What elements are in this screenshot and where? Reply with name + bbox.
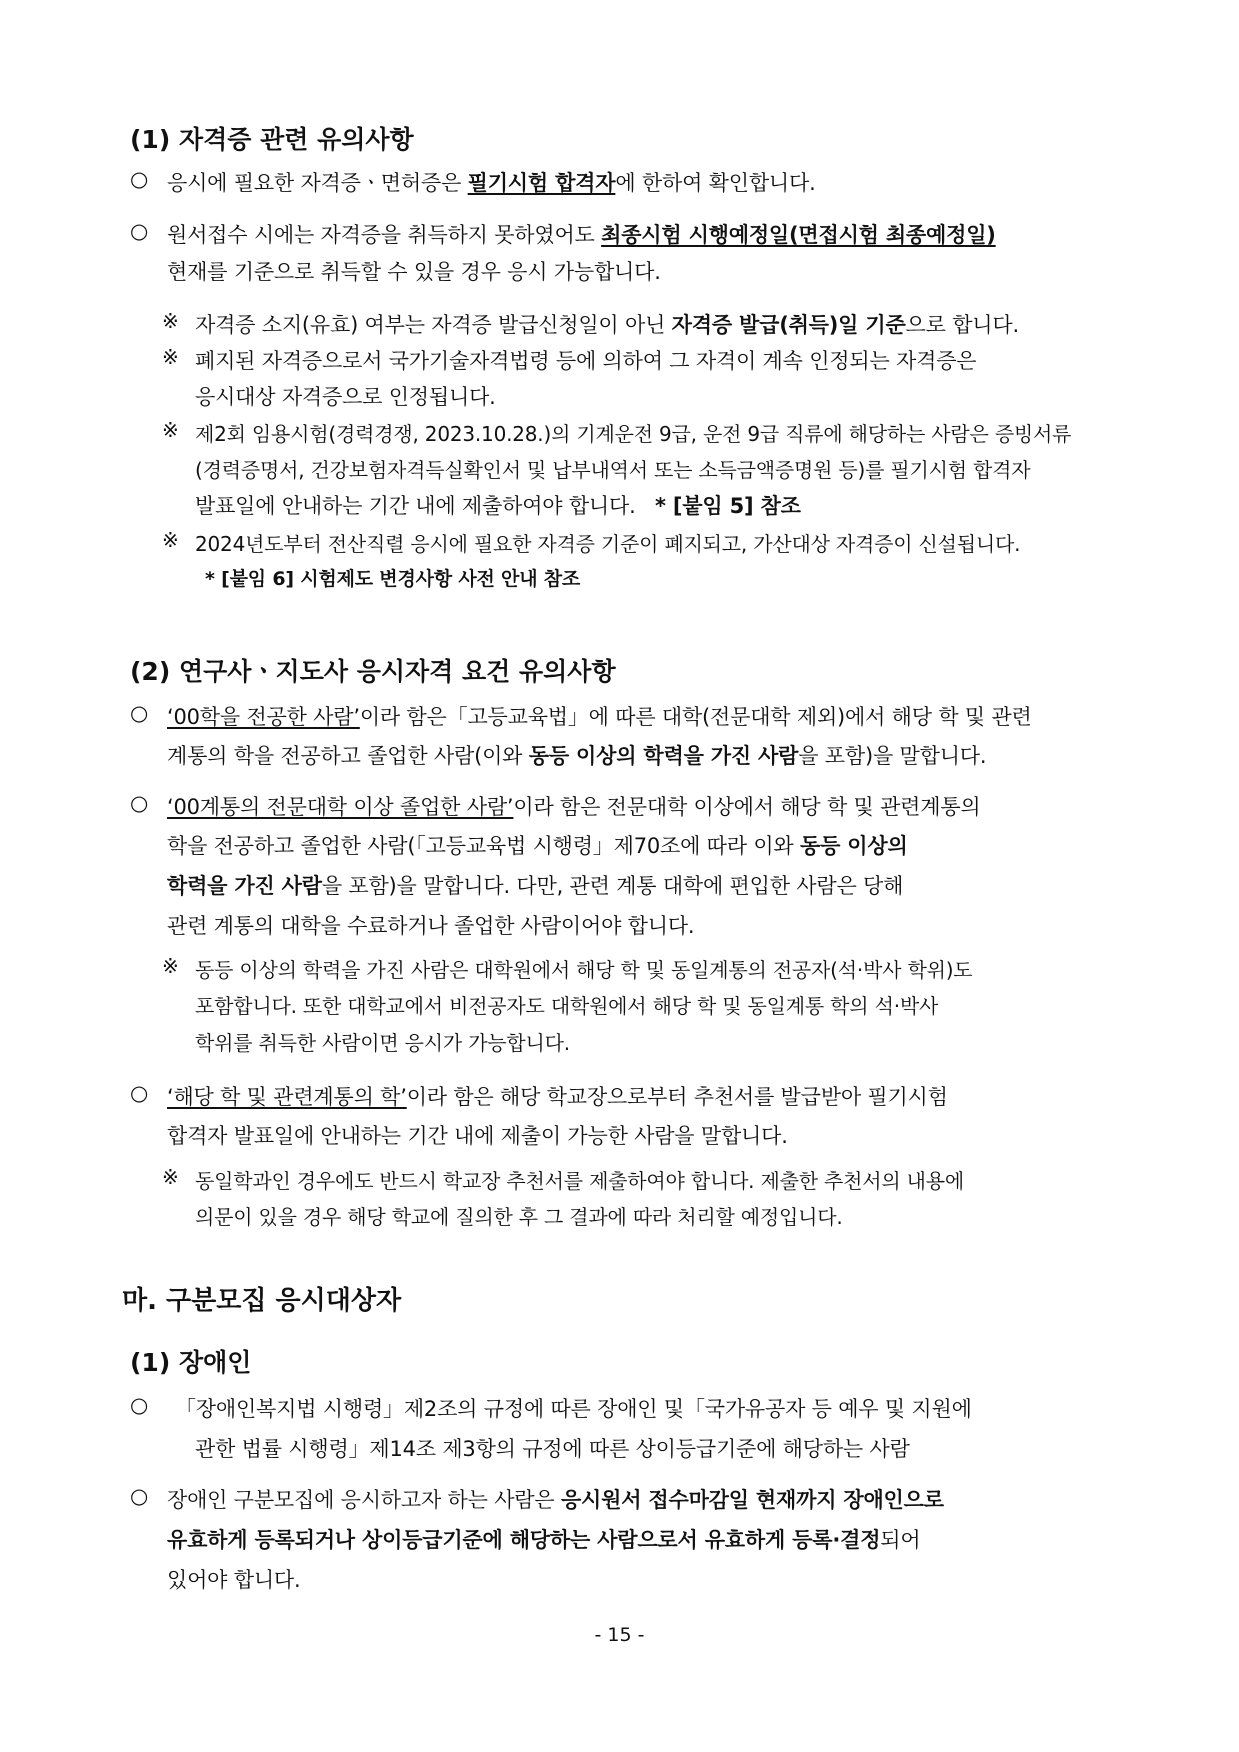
bullet-text-cont: 학력을 가진 사람을 포함)을 말합니다. 다만, 관련 계통 대학에 편입한 사람은 당해 bbox=[167, 874, 904, 898]
page-number: - 15 - bbox=[594, 1624, 645, 1646]
bullet-circle: ○ bbox=[130, 1081, 149, 1105]
bullet-circle: ○ bbox=[130, 791, 149, 815]
note-text-cont: 학위를 취득한 사람이면 응시가 가능합니다. bbox=[195, 1031, 570, 1055]
bullet-text: ‘00학을 전공한 사람’이라 함은「고등교육법」에 따른 대학(전문대학 제외)에서 해당 학 및 관련 bbox=[167, 705, 1032, 729]
bullet-circle: ○ bbox=[130, 1484, 149, 1508]
bullet-text: 「장애인복지법 시행령」제2조의 규정에 따른 장애인 및「국가유공자 등 예우 및 지원에 bbox=[175, 1397, 972, 1421]
bullet-text-cont: 관련 계통의 대학을 수료하거나 졸업한 사람이어야 합니다. bbox=[167, 914, 695, 938]
bullet-circle: ○ bbox=[130, 1393, 149, 1417]
note-text: 2024년도부터 전산직렬 응시에 필요한 자격증 기준이 폐지되고, 가산대상 자격증이 신설됩니다. bbox=[195, 532, 1021, 556]
note-mark: ※ bbox=[162, 1165, 179, 1189]
note-reference: * [붙임 6] 시험제도 변경사항 사전 안내 참조 bbox=[205, 568, 581, 590]
note-text-cont: (경력증명서, 건강보험자격득실확인서 및 납부내역서 또는 소득금액증명원 등)를 필기시험 합격자 bbox=[195, 458, 1031, 482]
section-heading-1: (1) 자격증 관련 유의사항 bbox=[130, 125, 414, 154]
bullet-circle: ○ bbox=[130, 701, 149, 725]
note-text: 제2회 임용시험(경력경쟁, 2023.10.28.)의 기계운전 9급, 운전 9급 직류에 해당하는 사람은 증빙서류 bbox=[195, 422, 1072, 446]
note-text: 동등 이상의 학력을 가진 사람은 대학원에서 해당 학 및 동일계통의 전공자(석·박사 학위)도 bbox=[195, 958, 973, 982]
note-text: 자격증 소지(유효) 여부는 자격증 발급신청일이 아닌 자격증 발급(취득)일 기준으로 합니다. bbox=[195, 313, 1019, 337]
bullet-text: 장애인 구분모집에 응시하고자 하는 사람은 응시원서 접수마감일 현재까지 장애인으로 bbox=[167, 1488, 944, 1512]
bullet-text: ‘해당 학 및 관련계통의 학’이라 함은 해당 학교장으로부터 추천서를 발급받아 필기시험 bbox=[167, 1085, 948, 1109]
bullet-text: 응시에 필요한 자격증ㆍ면허증은 필기시험 합격자에 한하여 확인합니다. bbox=[167, 171, 816, 195]
bullet-text: 원서접수 시에는 자격증을 취득하지 못하였어도 최종시험 시행예정일(면접시험 최종예정일) bbox=[167, 223, 996, 247]
bullet-circle: ○ bbox=[130, 219, 149, 243]
bullet-text-cont: 있어야 합니다. bbox=[167, 1568, 301, 1592]
note-text-cont: 응시대상 자격증으로 인정됩니다. bbox=[195, 385, 496, 409]
note-mark: ※ bbox=[162, 954, 179, 978]
section-heading-2: (2) 연구사ㆍ지도사 응시자격 요건 유의사항 bbox=[130, 657, 616, 686]
subsection-heading-disabled: (1) 장애인 bbox=[130, 1348, 252, 1377]
bullet-text-cont: 학을 전공하고 졸업한 사람(「고등교육법 시행령」제70조에 따라 이와 동등 이상의 bbox=[167, 834, 908, 858]
note-mark: ※ bbox=[162, 309, 179, 333]
note-mark: ※ bbox=[162, 528, 179, 552]
note-text-cont: 의문이 있을 경우 해당 학교에 질의한 후 그 결과에 따라 처리할 예정입니다. bbox=[195, 1205, 843, 1229]
bullet-text-cont: 현재를 기준으로 취득할 수 있을 경우 응시 가능합니다. bbox=[167, 260, 661, 284]
section-heading-ma: 마. 구분모집 응시대상자 bbox=[122, 1286, 402, 1316]
note-mark: ※ bbox=[162, 345, 179, 369]
bullet-text-cont: 유효하게 등록되거나 상이등급기준에 해당하는 사람으로서 유효하게 등록·결정되어 bbox=[167, 1528, 921, 1552]
bullet-text-cont: 관한 법률 시행령」제14조 제3항의 규정에 따른 상이등급기준에 해당하는 사람 bbox=[195, 1437, 910, 1461]
note-text-cont: 발표일에 안내하는 기간 내에 제출하여야 합니다. * [붙임 5] 참조 bbox=[195, 494, 801, 518]
bullet-circle: ○ bbox=[130, 167, 149, 191]
note-text: 폐지된 자격증으로서 국가기술자격법령 등에 의하여 그 자격이 계속 인정되는 자격증은 bbox=[195, 349, 977, 373]
note-mark: ※ bbox=[162, 418, 179, 442]
bullet-text-cont: 합격자 발표일에 안내하는 기간 내에 제출이 가능한 사람을 말합니다. bbox=[167, 1124, 788, 1148]
note-text-cont: 포함합니다. 또한 대학교에서 비전공자도 대학원에서 해당 학 및 동일계통 학의 석·박사 bbox=[195, 994, 939, 1018]
bullet-text: ‘00계통의 전문대학 이상 졸업한 사람’이라 함은 전문대학 이상에서 해당 학 및 관련계통의 bbox=[167, 795, 981, 819]
bullet-text-cont: 계통의 학을 전공하고 졸업한 사람(이와 동등 이상의 학력을 가진 사람을 포함)을 말합니다. bbox=[167, 744, 987, 768]
note-text: 동일학과인 경우에도 반드시 학교장 추천서를 제출하여야 합니다. 제출한 추천서의 내용에 bbox=[195, 1169, 965, 1193]
